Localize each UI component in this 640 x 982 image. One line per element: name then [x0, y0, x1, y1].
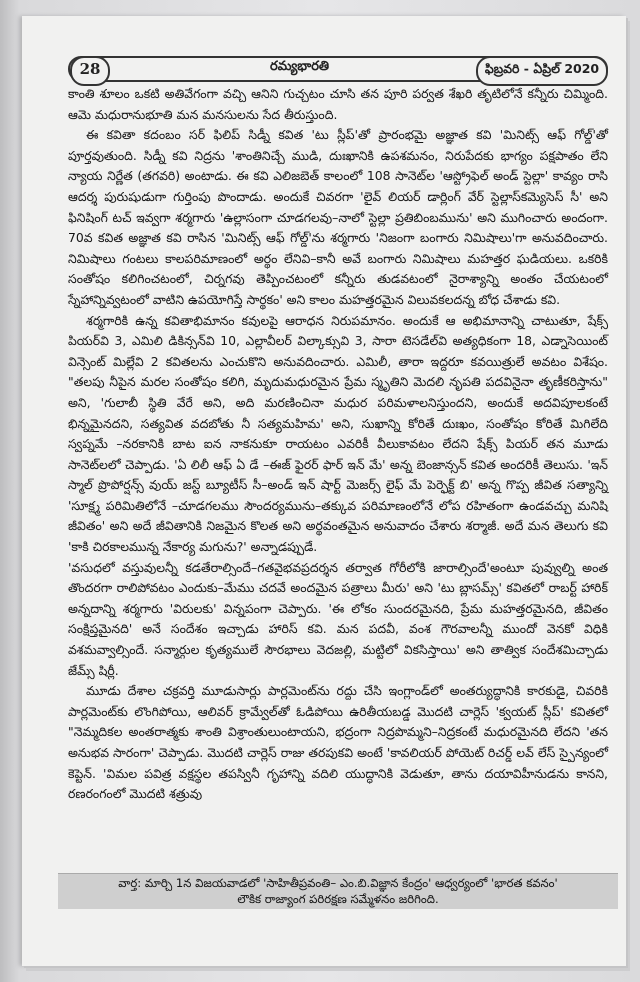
article-paragraph: మూడు దేశాల చక్రవర్తి మూడుసార్లు పార్లమెంట్‌ను రద్దు చేసి ఇంగ్లాండ్‌లో అంతర్యుద్ధానికి కారకుడై, చివరికి పార్లమెంట్‌కు లొంగిపోయి, ఆలివర్ క్రామ్వేల్‌తో ఓడిపోయి ఉరితీయబడ్డ మొదటి చార్లెస్ 'క్వయట్ స్లీప్' కవితలో "నెమ్మదికల అంతరాత్మకు శాంతి విశ్రాంతులుంటాయని, భద్రంగా నిద్రపొమ్మని–నిద్రకంటే మధురమైనది లేదని 'తన అనుభవ సారంగా' చెప్పాడు. మొదటి చార్లెస్ రాజు తరపుకవి అంటే 'కావలియర్ పోయెట్ రిచర్డ్ లవ్ లేస్ స్పైన్యంలో కెప్టెన్. 'విమల పవిత్ర వక్షస్థల తపస్వినీ గృహాన్ని వదిలి యుద్ధానికి వెడుతూ, తాను దయావిహీనుడను కానని, రణరంగంలో మొదటి శత్రువు	[68, 683, 608, 802]
article-paragraph: 'వసుధలో వస్తువులన్నీ కడతేరాల్సిందే–గతవైభవప్రదర్శన తర్వాత గోరీలోకి జారాల్సిందే'అంటూ పువ్వుల్ని అంత తొందరగా రాలిపోవటం ఎందుకు–మేము చదవే అందమైన పత్రాలు మీరు' అని 'టు బ్లాసమ్స్' కవితలో రాబర్ట్ హారిక్ అన్నదాన్ని శర్మగారు 'విరులకు' విన్నపంగా చెప్పారు. 'ఈ లోకం సుందరమైనది, ప్రేమ మహత్తరమైనది, జీవితం సంక్షిప్తమైనది' అనే సందేశం ఇచ్చాడు హారిస్ కవి. మన పదవీ, వంశ గౌరవాలన్నీ ముందో వెనకో విధికి వశమవ్వాల్సిందే. సన్మార్గుల కృత్యములే సౌరభాలు వెదజల్లి, మట్టిలో వికసిస్తాయి' అని తాత్విక సందేశమిచ్చాడు జేమ్స్ షిర్లీ.	[68, 559, 608, 678]
article-paragraph: శర్మగారికి ఉన్న కవితాభిమానం కవులపై ఆరాధన నిరుపమానం. అందుకే ఆ అభిమానాన్ని చాటుతూ, షేక్స్ పియర్‌వి 3, ఎమిలి డికిన్సన్‌వి 10, ఎల్లావీలర్ విల్కాక్సువి 3, సారా టెసడేల్‌వి అత్యధికంగా 18, ఎడ్నాసెయింట్ విన్సెంట్ మిల్లేవి 2 కవితలను ఎంచుకొని అనువదించారు. ఎమిలీ, తారా ఇద్దరూ కవయిత్రులే అవటం విశేషం. "తలపు నీపైన మరల సంతోషం కలిగి, మృదుమధురమైన ప్రేమ స్మృతిని మెదలి నృపతి పదవినైనా తృణీకరిస్తాను" అని, 'గులాబీ స్థితి వేరే అని, అది మరణించినా మధుర పరిమళాలనిస్తుందని, అందుకే అదవిపూలకంటే భిన్నమైనదని, సత్యవిత వదబోతు నీ సత్యమహిమ' అని, సుఖాన్ని కోరితే దుఃఖం, సంతోషం కోరితే మిగిలేది స్వప్నమే –నరకానికి బాట ఐన నాకనుకూ రాయటం ఎవరికీ వీలుకావటం లేదని షేక్స్ పియర్ తన మూడు సానెట్‌లలో చెప్పాడు. 'ఏ లిలీ ఆఫ్ ఏ డే –ఈజ్ ఫైరర్ ఫార్ ఇన్ మే' అన్న బెంజాన్సన్ కవిత అందరికీ తెలుసు. 'ఇన్ స్మాల్ ప్రొపోర్షన్స్ వుయ్ జస్ట్ బ్యూటీస్ సీ–అండ్ ఇన్ షార్ట్ మెజర్స్ లైఫ్ మే పెర్ఫెక్ట్ బి' అన్న గొప్ప జీవిత సత్యాన్ని 'సూక్ష్మ పరిమితిలోనే –చూడగలము సౌందర్యమును–తక్కువ పరిమాణంలోనే లోప రహితంగా ఉండవచ్చు మనిషి జీవితం' అని అదే జీవితానికి నిజమైన కొలత అని అర్థవంతమైన అనువాదం చేశారు శర్మాజీ. అదే మన తెలుగు కవి 'కాకి చిరకాలమున్న నేకార్య మగును?' అన్నాడప్పుడే.	[68, 312, 608, 555]
footer-line: వార్త: మార్చి 1న విజయవాడలో 'సాహితీప్రవంతి– ఎం.బి.విజ్ఞాన కేంద్రం' ఆధ్వర్యంలో 'భారత కవనం'	[118, 876, 558, 890]
news-footer	[58, 873, 618, 909]
article-paragraph: కాంతి శూలం ఒకటి అతివేగంగా వచ్చి ఆనిని గుచ్చటం చూసి తన పూరి పర్వత శేఖరి తృటిలోనే కన్నీరు చిమ్మింది. ఆమె మధురానుభూతి మన మనసులను సేద తీరుస్తుంది.	[68, 86, 608, 122]
journal-name: రమ్యభారతి	[270, 59, 330, 74]
footer-line: లౌకిక రాజ్యాంగ పరిరక్షణ సమ్మేళనం జరిగింది.	[237, 892, 439, 906]
article-paragraph: ఈ కవితా కదంబం సర్ ఫిలిప్ సిడ్నీ కవిత 'టు స్లీప్'తో ప్రారంభమై అజ్ఞాత కవి 'మినిట్స్ ఆఫ్ గోల్డ్'తో పూర్తవుతుంది. సిడ్నీ కవి నిద్రను 'శాంతినిచ్చే ముడి, దుఃఖానికి ఉపశమనం, నిరుపేదకు భాగ్యం పక్షపాతం లేని న్యాయ నిర్ణేత (తగవరి) అంటాడు. ఈ కవి ఎలిజబెత్ కాలంలో 108 సానెట్‌ల 'ఆస్ట్రోఫెల్ అండ్ స్టెల్లా' కావ్యం రాసి ఆదర్శ పురుషుడుగా గుర్తింపు పొందాడు. అందుకే చివరగా 'లైవ్ లియర్ డార్లింగ్ వేర్ స్టెల్లాస్‌కమ్యెసెస్ సీ' అని ఫినిషింగ్ టచ్ ఇవ్వగా శర్మగారు 'ఉల్లాసంగా చూడగలవు–నాలో స్టెల్లా ప్రతిబింబమును' అని ముగించారు అందంగా. 70వ కవిత అజ్ఞాత కవి రాసిన 'మినిట్స్ ఆఫ్ గోల్డ్'ను శర్మగారు 'నిజంగా బంగారు నిమిషాలు'గా అనువదించారు. నిమిషాలు గంటలు కాలపరిమాణంలో అర్థం లేనివి–కానీ అవే బంగారు నిమిషాలు మహత్తర ఘడియలు. ఒకరికి సంతోషం కలిగించటంలో, చిర్నగవు తెప్పించటంలో కన్నీరు తుడవటంలో నైరాశ్యాన్ని అంతం చేయటంలో స్నేహాన్నివ్వటంలో వాటిని ఉపయోగిస్తే సార్థకం' అని కాలం మహత్తరమైన విలువకలదన్న బోధ చేశాడు కవి.	[68, 127, 608, 307]
article-body	[68, 84, 608, 805]
page-header	[68, 56, 608, 82]
page-number: 28	[70, 56, 110, 86]
issue-date: ఫిబ్రవరి - ఏప్రిల్ 2020	[476, 56, 608, 86]
